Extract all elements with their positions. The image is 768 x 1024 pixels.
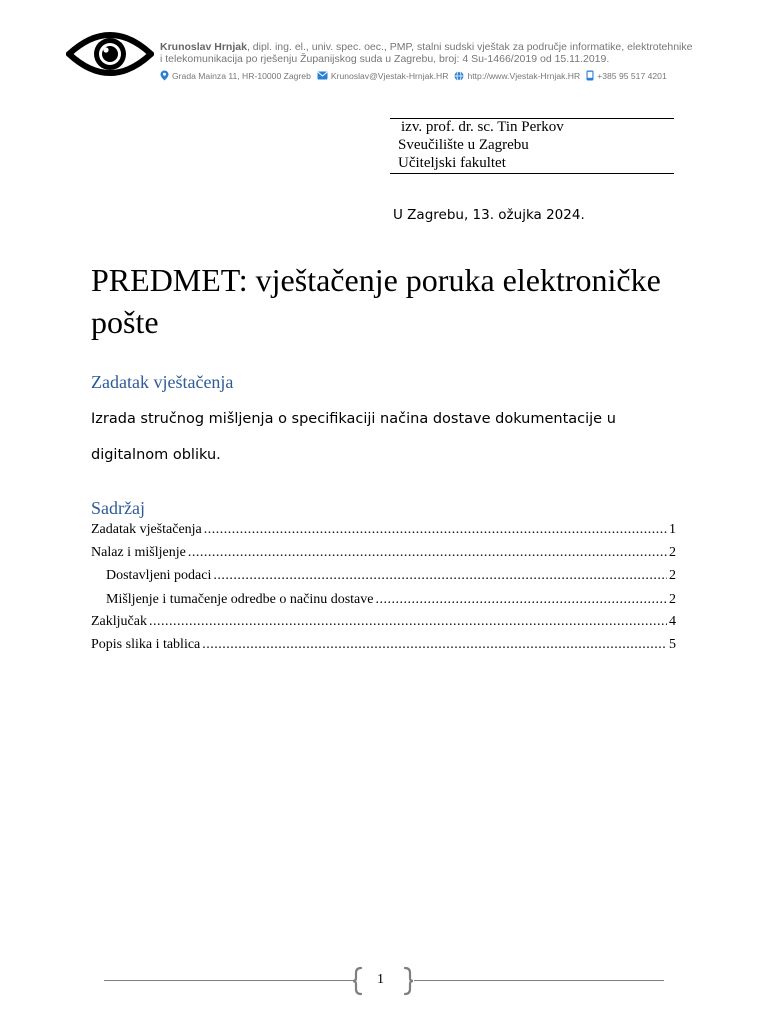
- letterhead-line2: i telekomunikacija po rješenju Županijskog suda u Zagrebu, broj: 4 Su-1466/2019 od 15.11.2019.: [160, 53, 610, 65]
- toc-entry-title[interactable]: Popis slika i tablica: [91, 637, 201, 652]
- letterhead-credentials: , dipl. ing. el., univ. spec. oec., PMP, stalni sudski vještak za područje informatike, elektrotehnike: [246, 41, 693, 53]
- toc-leader: [188, 545, 667, 561]
- eye-logo: [66, 28, 154, 80]
- letterhead-contacts: [160, 70, 673, 81]
- toc-entry-page: 5: [669, 637, 676, 652]
- page-number: 1: [377, 972, 384, 987]
- phone-item[interactable]: [586, 70, 667, 81]
- right-bracket-icon: [402, 966, 414, 996]
- address-text: Grada Mainza 11, HR-10000 Zagreb: [172, 70, 311, 81]
- toc-entry-title[interactable]: Nalaz i mišljenje: [91, 545, 186, 560]
- recipient-line3: Učiteljski fakultet: [398, 155, 506, 171]
- toc-entry[interactable]: [91, 545, 676, 561]
- toc-entry[interactable]: [106, 592, 676, 608]
- email-link[interactable]: Krunoslav@Vjestak-Hrnjak.HR: [330, 70, 449, 81]
- toc-entry[interactable]: [91, 637, 676, 653]
- toc-entry-page: 1: [669, 522, 676, 537]
- toc-entry-page: 4: [669, 614, 676, 629]
- document-title: PREDMET: vještačenje poruka elektroničke pošte: [91, 262, 661, 340]
- toc-leader: [375, 592, 667, 608]
- toc-entry[interactable]: [91, 614, 676, 630]
- location-pin-icon: [160, 70, 169, 81]
- toc-leader: [213, 568, 667, 584]
- task-text-line2: digitalnom obliku.: [91, 447, 221, 463]
- toc-entry-title[interactable]: Zadatak vještačenja: [91, 522, 202, 537]
- toc-entry-page: 2: [669, 568, 676, 583]
- toc-entry-title[interactable]: Mišljenje i tumačenje odredbe o načinu dostave: [106, 592, 374, 607]
- toc-entry[interactable]: [106, 568, 676, 584]
- task-text-line1: Izrada stručnog mišljenja o specifikaciji načina dostave dokumentacije u: [91, 411, 616, 427]
- letterhead-line1: [160, 41, 692, 53]
- toc-entry[interactable]: [91, 522, 676, 538]
- toc-entry-title[interactable]: Dostavljeni podaci: [106, 568, 212, 583]
- toc-entry-page: 2: [669, 545, 676, 560]
- letterhead-name: Krunoslav Hrnjak: [160, 41, 247, 53]
- address-item: [160, 70, 311, 81]
- toc-heading: Sadržaj: [91, 498, 145, 518]
- phone-icon: [586, 70, 594, 81]
- website-link[interactable]: http://www.Vjestak-Hrnjak.HR: [467, 70, 581, 81]
- mail-icon: [317, 71, 328, 80]
- recipient-bottom-rule: [390, 173, 674, 174]
- recipient-line2: Sveučilište u Zagrebu: [398, 137, 529, 153]
- recipient-line1: izv. prof. dr. sc. Tin Perkov: [401, 119, 564, 135]
- toc-entry-title[interactable]: Zaključak: [91, 614, 147, 629]
- toc-entry-page: 2: [669, 592, 676, 607]
- phone-text[interactable]: +385 95 517 4201: [597, 70, 667, 81]
- toc-leader: [149, 614, 667, 630]
- globe-icon: [454, 71, 464, 81]
- toc-leader: [204, 522, 667, 538]
- left-bracket-icon: [352, 966, 364, 996]
- website-item[interactable]: [454, 71, 580, 81]
- task-heading: Zadatak vještačenja: [91, 372, 234, 392]
- document-date: U Zagrebu, 13. ožujka 2024.: [393, 207, 585, 223]
- toc-leader: [202, 637, 667, 653]
- email-item[interactable]: [317, 71, 449, 81]
